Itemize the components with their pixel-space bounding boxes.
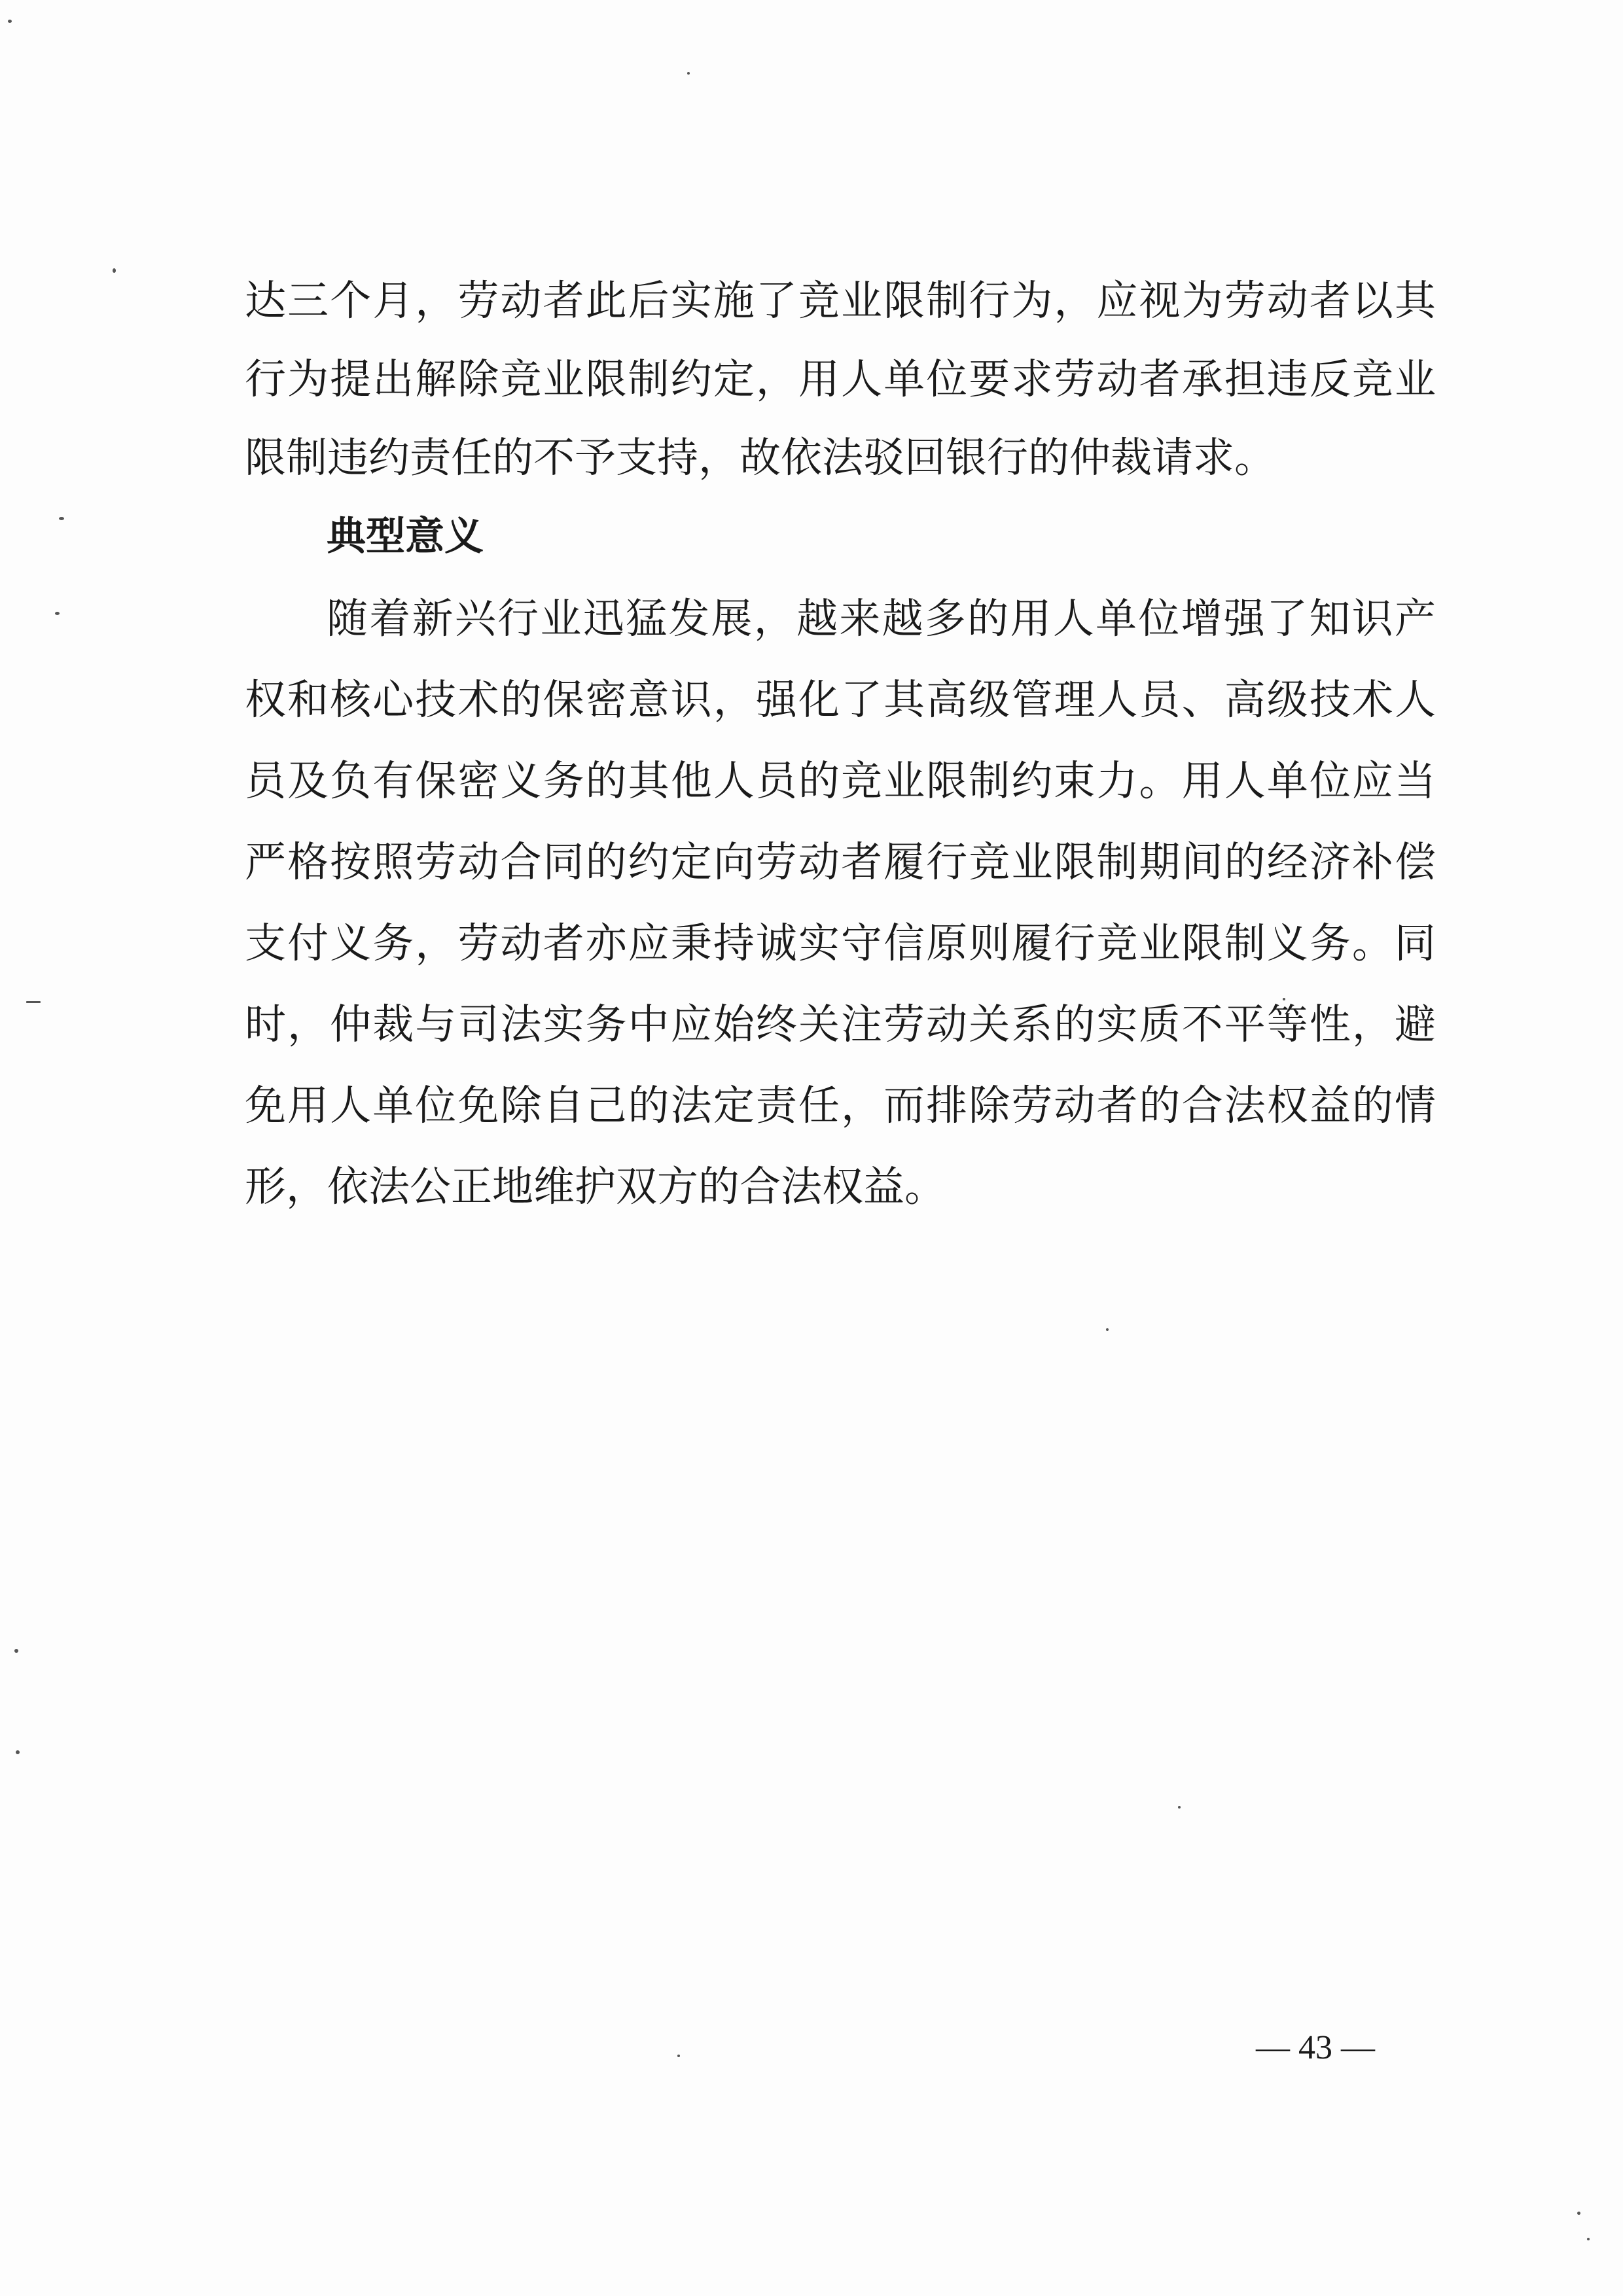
paragraph-line: 权和核心技术的保密意识，强化了其高级管理人员、高级技术人 [245, 676, 1436, 724]
scan-speck [1587, 2238, 1590, 2240]
scan-speck [113, 268, 116, 273]
paragraph-line: 随着新兴行业迅猛发展，越来越多的用人单位增强了知识产 [327, 595, 1436, 643]
scan-speck [16, 1750, 20, 1754]
paragraph-line: 限制违约责任的不予支持，故依法驳回银行的仲裁请求。 [245, 434, 1275, 482]
paragraph-line: 员及负有保密义务的其他人员的竞业限制约束力。用人单位应当 [245, 757, 1436, 805]
section-heading: 典型意义 [327, 514, 484, 559]
scan-speck [677, 2055, 680, 2057]
scan-speck [55, 612, 60, 615]
scan-speck [1283, 998, 1285, 1000]
paragraph-line: 严格按照劳动合同的约定向劳动者履行竞业限制期间的经济补偿 [245, 838, 1436, 886]
scan-speck [1577, 2212, 1580, 2215]
scan-speck [59, 517, 64, 520]
scan-speck [687, 72, 690, 75]
scan-speck [8, 20, 12, 23]
page-number: — 43 — [1256, 2029, 1375, 2066]
scan-speck [14, 1649, 18, 1653]
paragraph-line: 行为提出解除竞业限制约定，用人单位要求劳动者承担违反竞业 [245, 355, 1436, 403]
scan-speck [1178, 1806, 1181, 1809]
paragraph-line: 达三个月，劳动者此后实施了竞业限制行为，应视为劳动者以其 [245, 277, 1436, 325]
scan-speck [1106, 1328, 1109, 1331]
paragraph-line: 免用人单位免除自己的法定责任，而排除劳动者的合法权益的情 [245, 1082, 1436, 1129]
paragraph-line: 时，仲裁与司法实务中应始终关注劳动关系的实质不平等性，避 [245, 1000, 1436, 1048]
scan-speck [26, 1001, 41, 1003]
paragraph-line: 支付义务，劳动者亦应秉持诚实守信原则履行竞业限制义务。同 [245, 919, 1436, 967]
paragraph-line: 形，依法公正地维护双方的合法权益。 [245, 1163, 946, 1210]
